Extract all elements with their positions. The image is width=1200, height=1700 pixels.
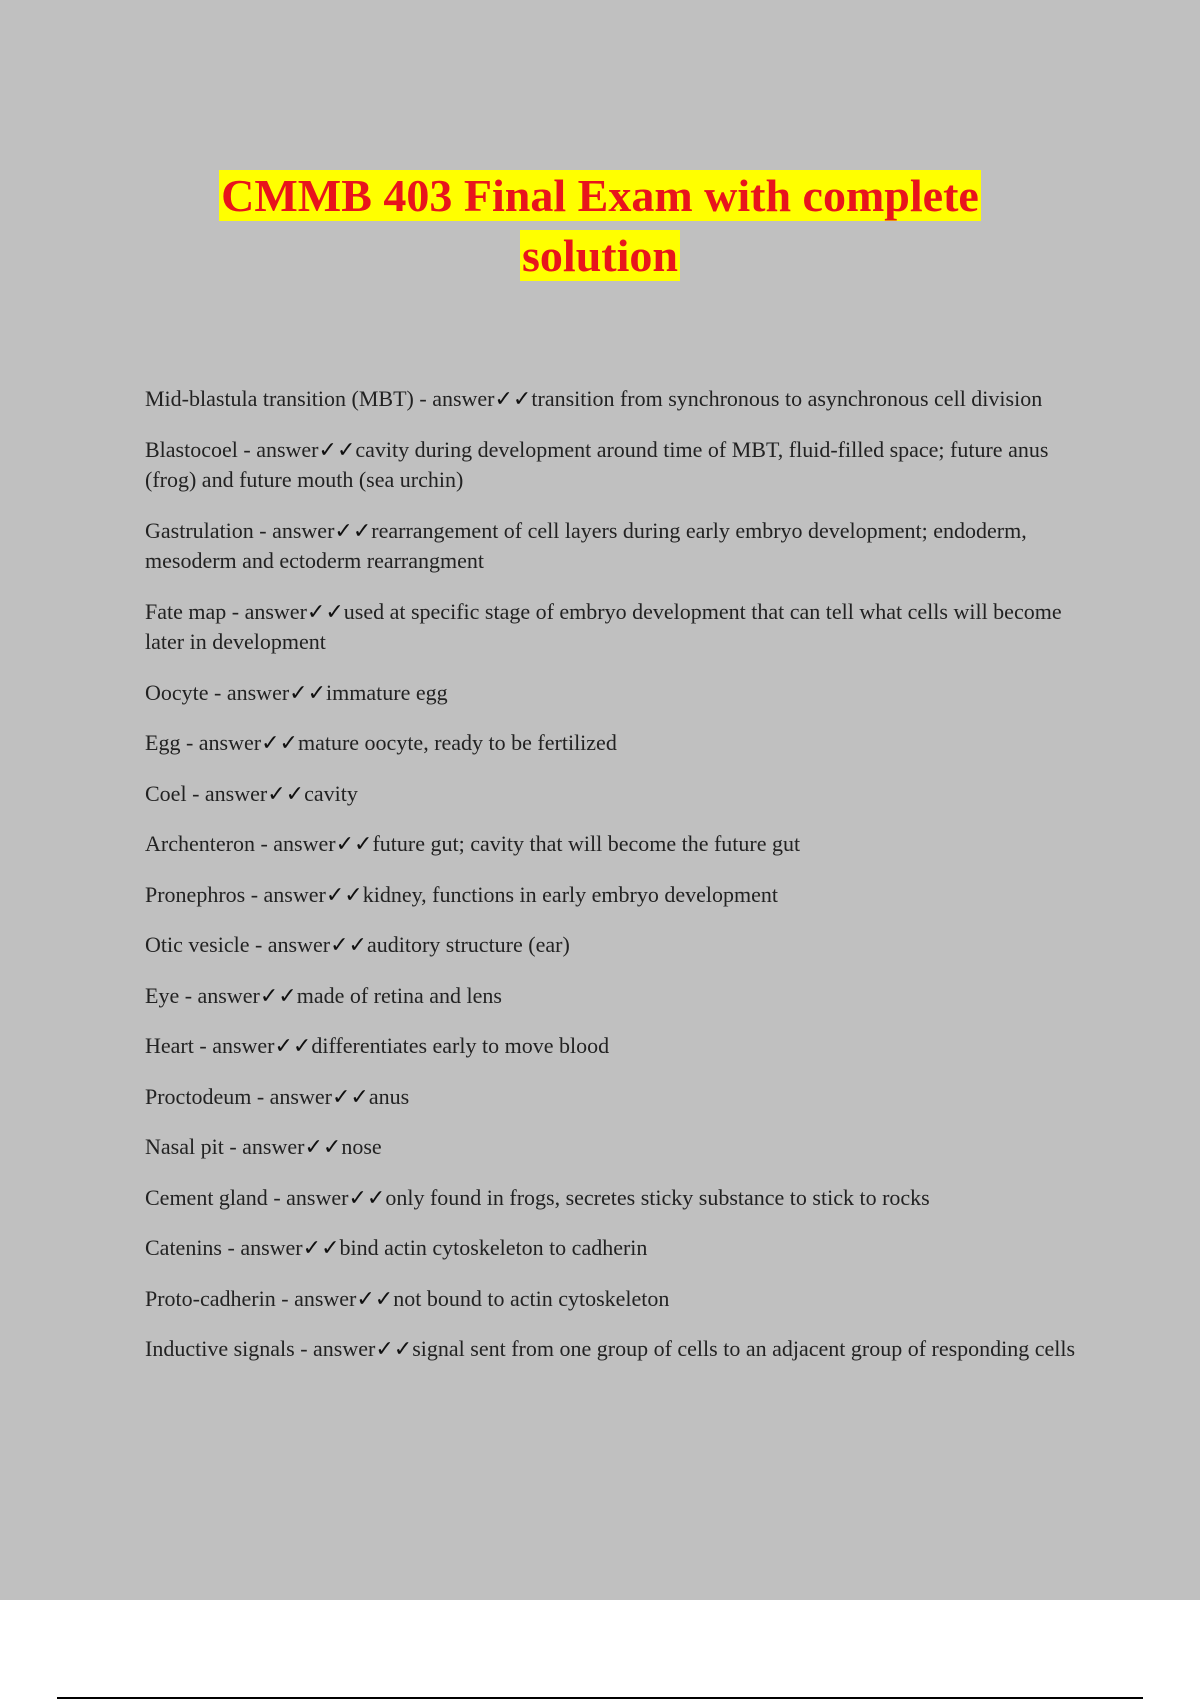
entry-term: Oocyte xyxy=(145,679,209,705)
check-mark-icon: ✓✓ xyxy=(356,1285,394,1311)
entry-separator: - xyxy=(267,1184,287,1210)
qa-entry xyxy=(145,516,1095,577)
entry-answer-label: answer xyxy=(294,1285,357,1311)
entry-term: Proto-cadherin xyxy=(145,1285,276,1311)
check-mark-icon: ✓✓ xyxy=(331,1083,369,1109)
entry-definition: kidney, functions in early embryo development xyxy=(362,881,778,907)
check-mark-icon: ✓✓ xyxy=(259,982,297,1008)
entry-separator: - xyxy=(254,831,274,856)
entry-definition: cavity xyxy=(304,780,358,806)
entry-separator: - xyxy=(179,982,198,1008)
check-mark-icon: ✓✓ xyxy=(348,1184,386,1210)
entry-term: Blastocoel xyxy=(145,436,238,462)
entry-definition: mature oocyte, ready to be fertilized xyxy=(297,730,617,755)
entry-definition: made of retina and lens xyxy=(296,982,502,1008)
entry-definition: only found in frogs, secretes sticky substance to stick to rocks xyxy=(385,1184,930,1210)
entry-definition: bind actin cytoskeleton to cadherin xyxy=(339,1235,648,1260)
qa-entry xyxy=(145,1082,1095,1113)
entry-answer-label: answer xyxy=(273,831,336,856)
check-mark-icon: ✓✓ xyxy=(261,730,298,755)
qa-entry xyxy=(145,880,1095,911)
entry-definition: immature egg xyxy=(326,679,448,705)
entry-answer-label: answer xyxy=(242,1134,305,1159)
entry-answer-label: answer xyxy=(256,436,319,462)
entry-definition: signal sent from one group of cells to an adjacent group of responding cells xyxy=(412,1336,1076,1361)
entry-term: Proctodeum xyxy=(145,1083,252,1109)
qa-entry xyxy=(145,981,1095,1012)
entry-term: Archenteron xyxy=(145,831,255,856)
entry-answer-label: answer xyxy=(198,730,262,755)
entry-term: Catenins xyxy=(145,1235,222,1260)
entry-definition: differentiates early to move blood xyxy=(311,1033,610,1058)
check-mark-icon: ✓✓ xyxy=(318,436,356,462)
entry-separator: - xyxy=(186,780,205,806)
qa-entry xyxy=(145,930,1095,961)
entry-separator: - xyxy=(251,1083,270,1109)
entry-definition: nose xyxy=(341,1134,382,1159)
entry-answer-label: answer xyxy=(263,881,326,907)
check-mark-icon: ✓✓ xyxy=(375,1336,413,1361)
entry-definition: rearrangement of cell layers during early embryo development; endoderm, mesoderm and ectoderm rearrangment xyxy=(145,517,1027,573)
check-mark-icon: ✓✓ xyxy=(330,932,367,957)
title-line-2: solution xyxy=(522,230,678,281)
entry-definition: used at specific stage of embryo development that can tell what cells will become later in development xyxy=(145,598,1062,654)
qa-entry xyxy=(145,829,1095,860)
entry-answer-label: answer xyxy=(269,1083,332,1109)
entry-answer-label: answer xyxy=(286,1184,349,1210)
entry-answer-label: answer xyxy=(313,1336,376,1361)
qa-entry xyxy=(145,728,1095,759)
entry-answer-label: answer xyxy=(244,598,307,624)
check-mark-icon: ✓✓ xyxy=(267,780,305,806)
entry-separator: - xyxy=(180,730,199,755)
footer-divider xyxy=(57,1697,1143,1699)
entry-answer-label: answer xyxy=(432,386,495,411)
entry-term: Mid-blastula transition (MBT) xyxy=(145,386,414,411)
check-mark-icon: ✓✓ xyxy=(289,679,327,705)
qa-entry xyxy=(145,1132,1095,1163)
entry-separator: - xyxy=(413,386,433,411)
entry-answer-label: answer xyxy=(226,679,290,705)
entry-separator: - xyxy=(223,1134,243,1159)
entry-term: Inductive signals xyxy=(145,1336,295,1361)
title-line-1: CMMB 403 Final Exam with complete xyxy=(221,170,979,221)
entry-separator: - xyxy=(275,1285,295,1311)
entry-term: Cement gland xyxy=(145,1184,268,1210)
check-mark-icon: ✓✓ xyxy=(274,1033,312,1058)
qa-entry xyxy=(145,1233,1095,1264)
entry-answer-label: answer xyxy=(240,1235,303,1260)
entry-separator: - xyxy=(222,1235,241,1260)
entry-term: Egg xyxy=(145,730,181,755)
document-title xyxy=(0,166,1200,286)
entry-term: Pronephros xyxy=(145,881,246,907)
check-mark-icon: ✓✓ xyxy=(334,517,372,543)
entry-term: Heart xyxy=(145,1033,194,1058)
qa-entry xyxy=(145,384,1095,415)
entry-term: Otic vesicle xyxy=(145,932,250,957)
entry-separator: - xyxy=(249,932,268,957)
entry-separator: - xyxy=(226,598,245,624)
qa-entry xyxy=(145,1284,1095,1315)
qa-entry xyxy=(145,779,1095,810)
entry-answer-label: answer xyxy=(267,932,331,957)
entry-definition: auditory structure (ear) xyxy=(366,932,570,957)
qa-entry xyxy=(145,678,1095,709)
entry-answer-label: answer xyxy=(272,517,335,543)
qa-entry xyxy=(145,1183,1095,1214)
check-mark-icon: ✓✓ xyxy=(302,1235,340,1260)
entry-definition: anus xyxy=(368,1083,410,1109)
entry-separator: - xyxy=(237,436,257,462)
entry-answer-label: answer xyxy=(204,780,268,806)
qa-entry xyxy=(145,1334,1095,1365)
entry-separator: - xyxy=(193,1033,213,1058)
check-mark-icon: ✓✓ xyxy=(306,598,344,624)
check-mark-icon: ✓✓ xyxy=(494,386,532,411)
entry-separator: - xyxy=(208,679,227,705)
entry-term: Fate map xyxy=(145,598,227,624)
qa-entry xyxy=(145,435,1095,496)
entry-separator: - xyxy=(253,517,273,543)
entry-term: Coel xyxy=(145,780,187,806)
check-mark-icon: ✓✓ xyxy=(304,1134,342,1159)
entry-answer-label: answer xyxy=(197,982,260,1008)
check-mark-icon: ✓✓ xyxy=(325,881,363,907)
qa-list xyxy=(145,384,1095,1385)
entry-separator: - xyxy=(294,1336,314,1361)
entry-term: Gastrulation xyxy=(145,517,254,543)
entry-definition: transition from synchronous to asynchronous cell division xyxy=(531,386,1043,411)
entry-definition: not bound to actin cytoskeleton xyxy=(393,1285,670,1311)
entry-definition: future gut; cavity that will become the future gut xyxy=(372,831,801,856)
qa-entry xyxy=(145,597,1095,658)
check-mark-icon: ✓✓ xyxy=(335,831,373,856)
entry-answer-label: answer xyxy=(212,1033,275,1058)
entry-term: Nasal pit xyxy=(145,1134,224,1159)
entry-separator: - xyxy=(245,881,264,907)
entry-term: Eye xyxy=(145,982,180,1008)
qa-entry xyxy=(145,1031,1095,1062)
entry-definition: cavity during development around time of MBT, fluid-filled space; future anus (frog) and future mouth (sea urchin) xyxy=(145,436,1049,492)
